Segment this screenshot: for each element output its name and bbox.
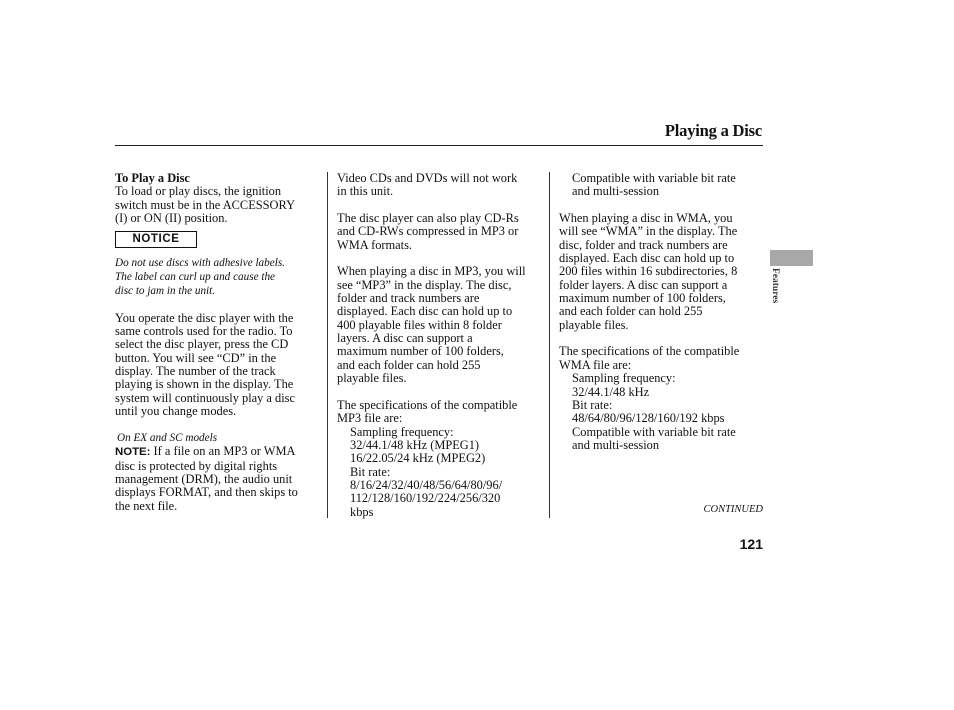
notice-label: NOTICE [115,231,197,248]
drm-note [115,445,323,513]
wma-spec-intro: The specifications of the compatible WMA file are: [559,344,740,372]
section-tab-label: Features [770,268,780,304]
wma-paragraph: When playing a disc in WMA, you will see “WMA” in the display. The disc, folder and track numbers are displayed. Each disc can hold up to 200 files within 16 subdirectories, 8 folder layers. A disc can support a maximum number of 100 folders, and each folder can hold 255 playable files. [559,211,738,332]
cdr-paragraph: The disc player can also play CD-Rs and CD-RWs compressed in MP3 or WMA formats. [337,211,519,252]
page-title: Playing a Disc [664,121,762,140]
column-divider-1 [327,172,328,518]
video-cd-paragraph: Video CDs and DVDs will not work in this unit. [337,171,518,199]
models-note: On EX and SC models [117,431,218,444]
mp3-specs: Sampling frequency: 32/44.1/48 kHz (MPEG1) 16/22.05/24 kHz (MPEG2) Bit rate: 8/16/24/32/40/48/56/64/80/96/ 112/128/160/192/224/256/320 kbps [350,424,503,519]
note-first-line: If a file on an MP3 or WMA [150,444,296,459]
body-paragraph: You operate the disc player with the same controls used for the radio. To select the disc player, press the CD button. You will see “CD” in the display. The number of the track playing is shown in the display. The system will continuously play a disc until you change modes. [115,310,295,419]
title-divider [115,145,763,146]
mp3-paragraph: When playing a disc in MP3, you will see “MP3” in the display. The disc, folder and track numbers are displayed. Each disc can hold up to 400 playable files within 8 folder layers. A disc can support a maximum number of 100 folders, and each folder can hold 255 playable files. [337,264,526,386]
intro-paragraph: To load or play discs, the ignition switch must be in the ACCESSORY (I) or ON (II) position. [115,184,296,226]
section-heading: To Play a Disc [115,171,190,185]
note-label: NOTE: [115,446,151,459]
notice-box-wrapper [115,225,323,256]
wma-specs: Sampling frequency: 32/44.1/48 kHz Bit rate: 48/64/80/96/128/160/192 kbps Compatible with variable bit rate and multi-session [572,371,736,452]
note-rest: disc is protected by digital rights management (DRM), the audio unit displays FORMAT, and then skips to the next file. [115,458,298,513]
column-3 [559,172,765,452]
column-1 [115,172,323,513]
column-2 [337,172,543,519]
section-tab [770,250,813,266]
page-number: 121 [739,536,763,552]
continued-label: CONTINUED [703,504,763,515]
mp3-spec-intro: The specifications of the compatible MP3 file are: [337,397,518,426]
column-divider-2 [549,172,550,518]
notice-text: Do not use discs with adhesive labels. The label can curl up and cause the disc to jam in the unit. [115,257,285,298]
mp3-specs-continued: Compatible with variable bit rate and multi-session [572,171,736,199]
